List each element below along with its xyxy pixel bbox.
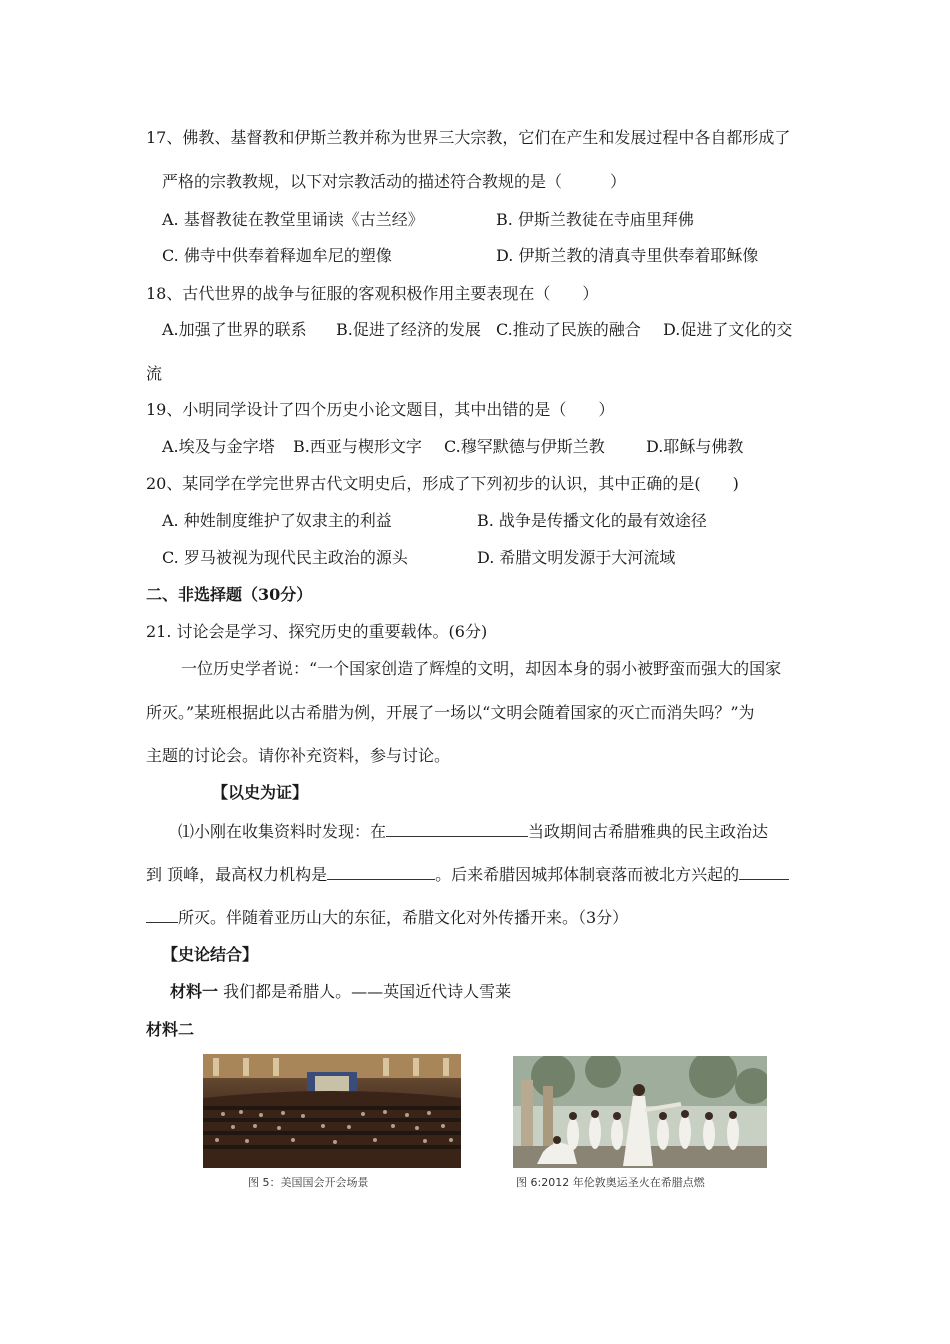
fill-text: 当政期间古希腊雅典的民主政治达 [528,822,769,841]
answer-blank-conqueror[interactable] [739,863,789,880]
figure-6-caption: 图 6:2012 年伦敦奥运圣火在希腊点燃 [516,1176,705,1189]
q18-option-b: B.促进了经济的发展 [336,320,481,339]
figure-5-caption: 图 5：美国国会开会场景 [248,1176,369,1189]
material-one-text: 我们都是希腊人。——英国近代诗人雪莱 [218,982,512,1001]
fill-text: ⑴小刚在收集资料时发现：在 [178,822,387,841]
heading-history-theory: 【史论结合】 [162,945,259,964]
q18-stem: 18、古代世界的战争与征服的客观积极作用主要表现在（ ） [146,284,599,303]
q17-option-d: D. 伊斯兰教的清真寺里供奉着耶稣像 [496,246,759,265]
fill-text: 所灭。伴随着亚历山大的东征，希腊文化对外传播开来。（3分） [178,908,629,927]
q17-option-c: C. 佛寺中供奉着释迦牟尼的塑像 [162,246,392,265]
q19-option-c: C.穆罕默德与伊斯兰教 [444,437,605,456]
q19-option-d: D.耶稣与佛教 [646,437,744,456]
q18-option-d: D.促进了文化的交 [663,320,793,339]
q21-fill-line1 [178,820,768,842]
fill-text: 到 顶峰，最高权力机构是 [146,865,328,884]
q18-option-d-wrap: 流 [146,364,163,383]
answer-blank-institution[interactable] [327,863,435,880]
q18-option-c: C.推动了民族的融合 [496,320,641,339]
material-two-label: 材料二 [146,1020,195,1039]
section-heading: 二、非选择题（30分） [146,585,313,604]
q17-option-b: B. 伊斯兰教徒在寺庙里拜佛 [496,210,694,229]
q19-option-b: B.西亚与楔形文字 [293,437,422,456]
q21-fill-line2 [146,863,789,885]
q21-title: 21. 讨论会是学习、探究历史的重要载体。(6分) [146,622,488,641]
answer-blank-ruler[interactable] [386,820,528,837]
fill-text: 。后来希腊因城邦体制衰落而被北方兴起的 [435,865,740,884]
q21-paragraph-line2: 所灭。”某班根据此以古希腊为例，开展了一场以“文明会随着国家的灭亡而消失吗？”为 [146,703,755,722]
answer-blank-conqueror-continued[interactable] [146,906,178,923]
q17-stem-line2: 严格的宗教教规，以下对宗教活动的描述符合教规的是（ ） [162,172,627,191]
q19-option-a: A.埃及与金字塔 [162,437,275,456]
q20-option-a: A. 种姓制度维护了奴隶主的利益 [162,511,392,530]
q21-fill-line3 [146,906,628,928]
q18-option-a: A.加强了世界的联系 [162,320,307,339]
material-one-label: 材料一 [170,982,219,1001]
q19-stem: 19、小明同学设计了四个历史小论文题目，其中出错的是（ ） [146,400,615,419]
q20-stem: 20、某同学在学完世界古代文明史后，形成了下列初步的认识，其中正确的是( ) [146,474,739,493]
q21-paragraph-line1: 一位历史学者说：“一个国家创造了辉煌的文明，却因本身的弱小被野蛮而强大的国家 [181,659,782,678]
q17-option-a: A. 基督教徒在教堂里诵读《古兰经》 [162,210,424,229]
figure-5-image [203,1054,461,1168]
q21-paragraph-line3: 主题的讨论会。请你补充资料，参与讨论。 [146,746,451,765]
material-one [170,982,511,1002]
q20-option-c: C. 罗马被视为现代民主政治的源头 [162,548,408,567]
q20-option-b: B. 战争是传播文化的最有效途径 [477,511,707,530]
q17-stem-line1: 17、佛教、基督教和伊斯兰教并称为世界三大宗教，它们在产生和发展过程中各自都形成了 [146,128,791,147]
figure-6-image [513,1056,767,1168]
heading-history-evidence: 【以史为证】 [212,783,309,802]
q20-option-d: D. 希腊文明发源于大河流域 [477,548,676,567]
